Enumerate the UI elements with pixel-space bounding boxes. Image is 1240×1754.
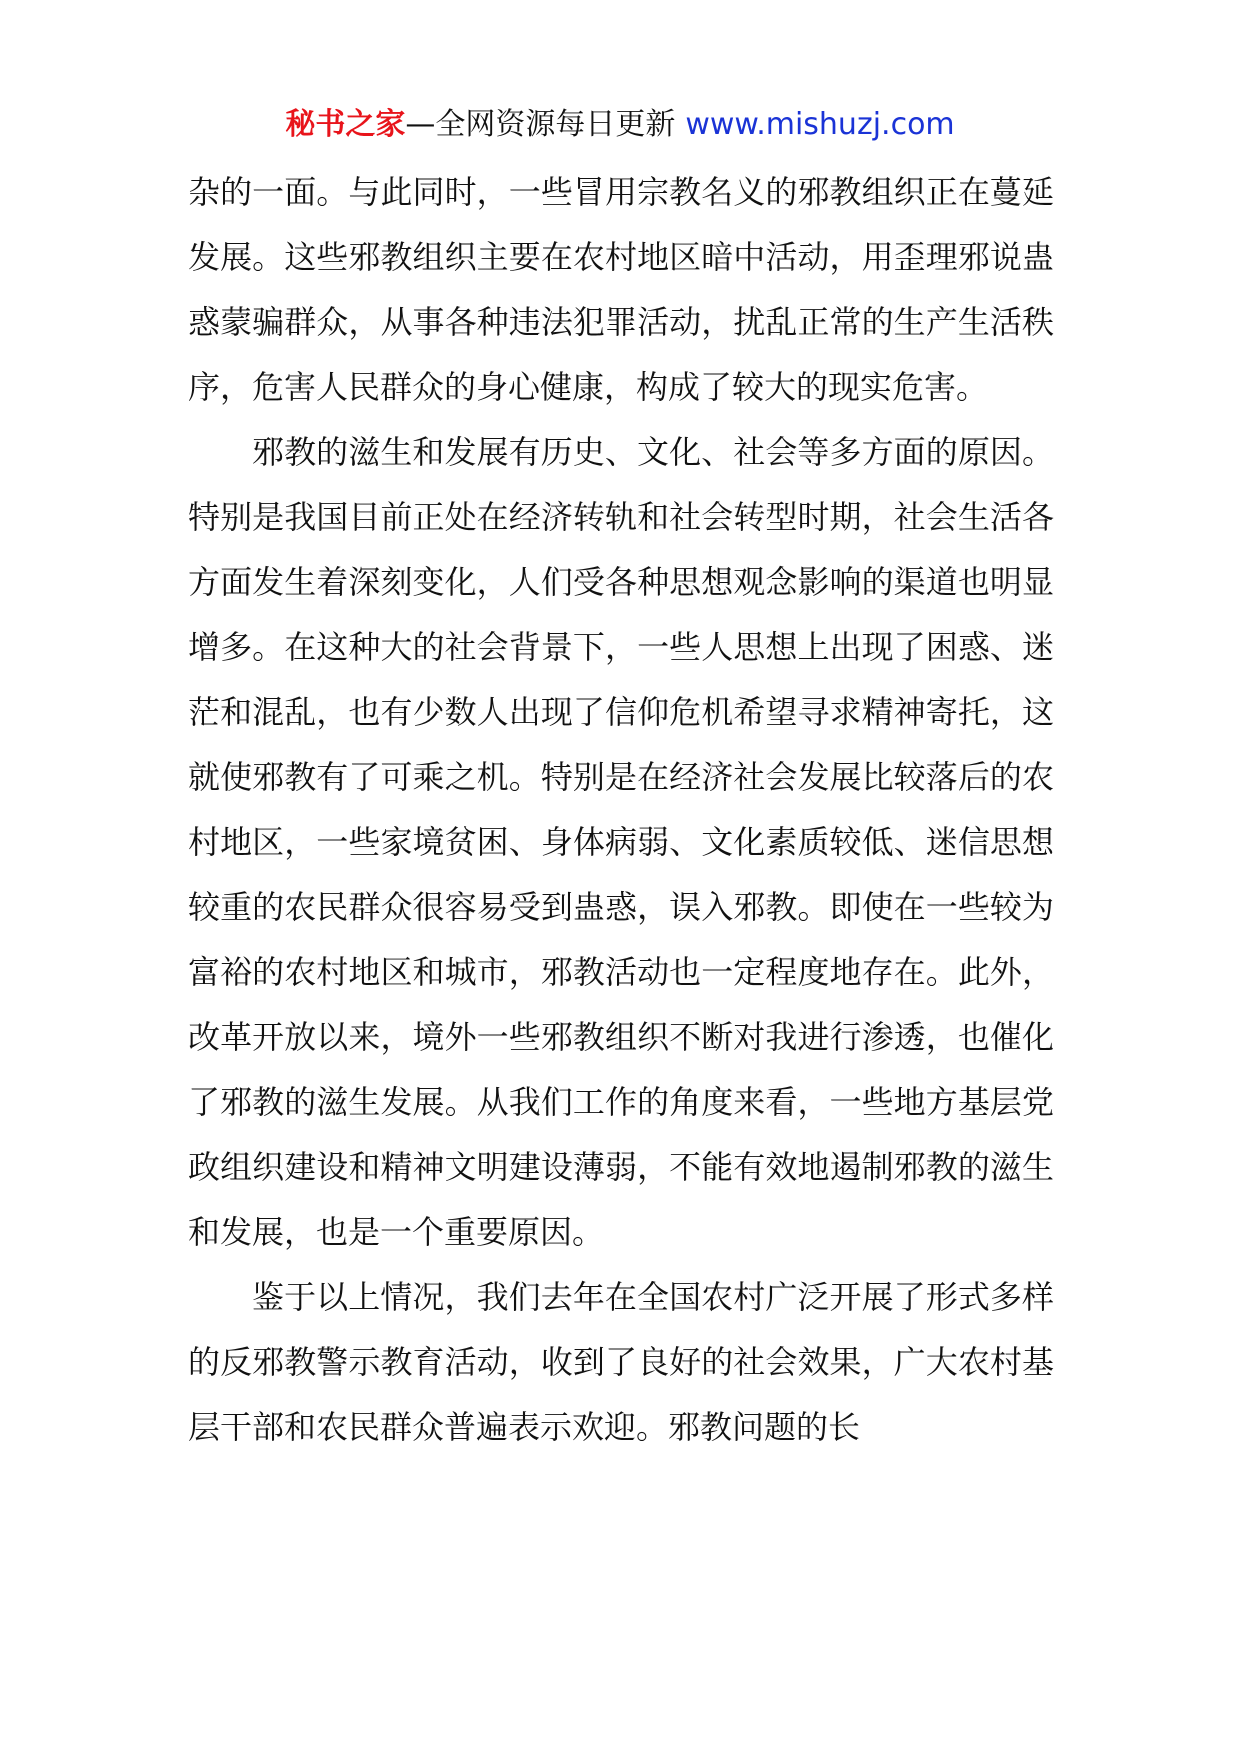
header-url-link[interactable]: www.mishuzj.com [685,107,955,142]
paragraph-continuation: 杂的一面。与此同时，一些冒用宗教名义的邪教组织正在蔓延发展。这些邪教组织主要在农村地区暗中活动，用歪理邪说蛊惑蒙骗群众，从事各种违法犯罪活动，扰乱正常的生产生活秩序，危害人民群众的身心健康，构成了较大的现实危害。 [188,173,1054,406]
header-tagline: —全网资源每日更新 [405,107,676,142]
page-header [0,100,1240,150]
paragraph: 鉴于以上情况，我们去年在全国农村广泛开展了形式多样的反邪教警示教育活动，收到了良好的社会效果，广大农村基层干部和农民群众普遍表示欢迎。邪教问题的长 [188,1278,1054,1446]
document-body [188,160,1054,1460]
paragraph: 邪教的滋生和发展有历史、文化、社会等多方面的原因。特别是我国目前正处在经济转轨和社会转型时期，社会生活各方面发生着深刻变化，人们受各种思想观念影响的渠道也明显增多。在这种大的社会背景下，一些人思想上出现了困惑、迷茫和混乱，也有少数人出现了信仰危机希望寻求精神寄托，这就使邪教有了可乘之机。特别是在经济社会发展比较落后的农村地区，一些家境贫困、身体病弱、文化素质较低、迷信思想较重的农民群众很容易受到蛊惑，误入邪教。即使在一些较为富裕的农村地区和城市，邪教活动也一定程度地存在。此外，改革开放以来，境外一些邪教组织不断对我进行渗透，也催化了邪教的滋生发展。从我们工作的角度来看，一些地方基层党政组织建设和精神文明建设薄弱，不能有效地遏制邪教的滋生和发展，也是一个重要原因。 [188,433,1054,1251]
brand-name: 秘书之家 [285,107,406,142]
